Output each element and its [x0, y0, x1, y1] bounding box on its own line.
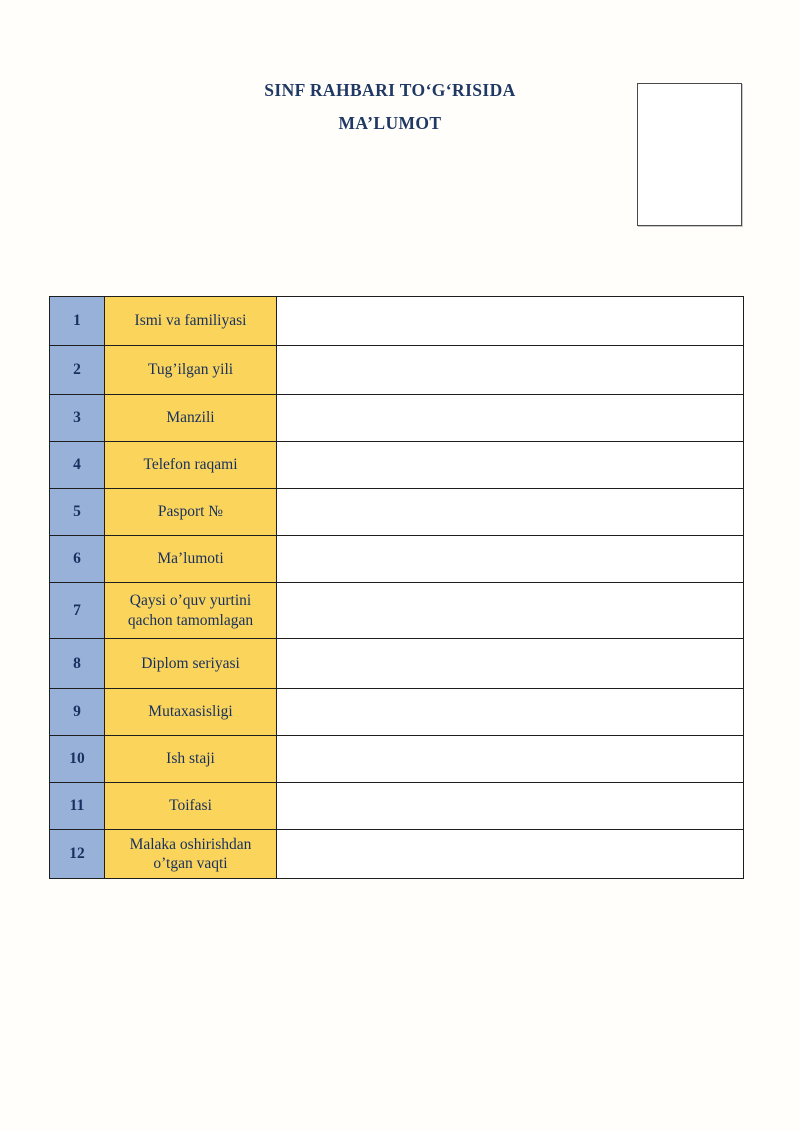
table-row	[50, 782, 743, 829]
page-title	[70, 74, 710, 140]
row-label-cell: Malaka oshirishdan o’tgan vaqti	[104, 830, 277, 878]
row-label-cell: Qaysi o’quv yurtini qachon tamomlagan	[104, 583, 277, 638]
row-number-cell: 7	[50, 583, 104, 638]
row-label-cell: Ismi va familiyasi	[104, 297, 277, 345]
row-number-cell: 9	[50, 689, 104, 735]
row-label-cell: Mutaxasisligi	[104, 689, 277, 735]
table-row	[50, 297, 743, 345]
page-title-line1: SINF RAHBARI TO‘G‘RISIDA	[264, 80, 516, 100]
row-label-cell: Ma’lumoti	[104, 536, 277, 582]
row-value-cell[interactable]	[277, 489, 743, 535]
row-value-cell[interactable]	[277, 536, 743, 582]
row-number-cell: 11	[50, 783, 104, 829]
row-number-cell: 1	[50, 297, 104, 345]
table-row	[50, 441, 743, 488]
page-title-line2: MA’LUMOT	[338, 113, 442, 133]
table-row	[50, 582, 743, 638]
row-value-cell[interactable]	[277, 736, 743, 782]
table-row	[50, 345, 743, 394]
table-row	[50, 394, 743, 441]
table-row	[50, 535, 743, 582]
table-row	[50, 688, 743, 735]
info-table	[49, 296, 744, 879]
row-value-cell[interactable]	[277, 783, 743, 829]
row-value-cell[interactable]	[277, 395, 743, 441]
row-number-cell: 10	[50, 736, 104, 782]
row-label-cell: Diplom seriyasi	[104, 639, 277, 688]
row-value-cell[interactable]	[277, 346, 743, 394]
row-number-cell: 12	[50, 830, 104, 878]
table-row	[50, 735, 743, 782]
row-number-cell: 8	[50, 639, 104, 688]
row-label-cell: Pasport №	[104, 489, 277, 535]
row-label-cell: Telefon raqami	[104, 442, 277, 488]
row-number-cell: 2	[50, 346, 104, 394]
row-number-cell: 6	[50, 536, 104, 582]
row-label-cell: Toifasi	[104, 783, 277, 829]
table-row	[50, 829, 743, 878]
row-label-cell: Tug’ilgan yili	[104, 346, 277, 394]
table-row	[50, 638, 743, 688]
row-value-cell[interactable]	[277, 442, 743, 488]
row-number-cell: 5	[50, 489, 104, 535]
photo-placeholder-box	[637, 83, 742, 226]
row-value-cell[interactable]	[277, 583, 743, 638]
row-value-cell[interactable]	[277, 689, 743, 735]
row-number-cell: 4	[50, 442, 104, 488]
row-value-cell[interactable]	[277, 297, 743, 345]
row-label-cell: Ish staji	[104, 736, 277, 782]
row-value-cell[interactable]	[277, 830, 743, 878]
row-label-cell: Manzili	[104, 395, 277, 441]
row-value-cell[interactable]	[277, 639, 743, 688]
table-row	[50, 488, 743, 535]
row-number-cell: 3	[50, 395, 104, 441]
